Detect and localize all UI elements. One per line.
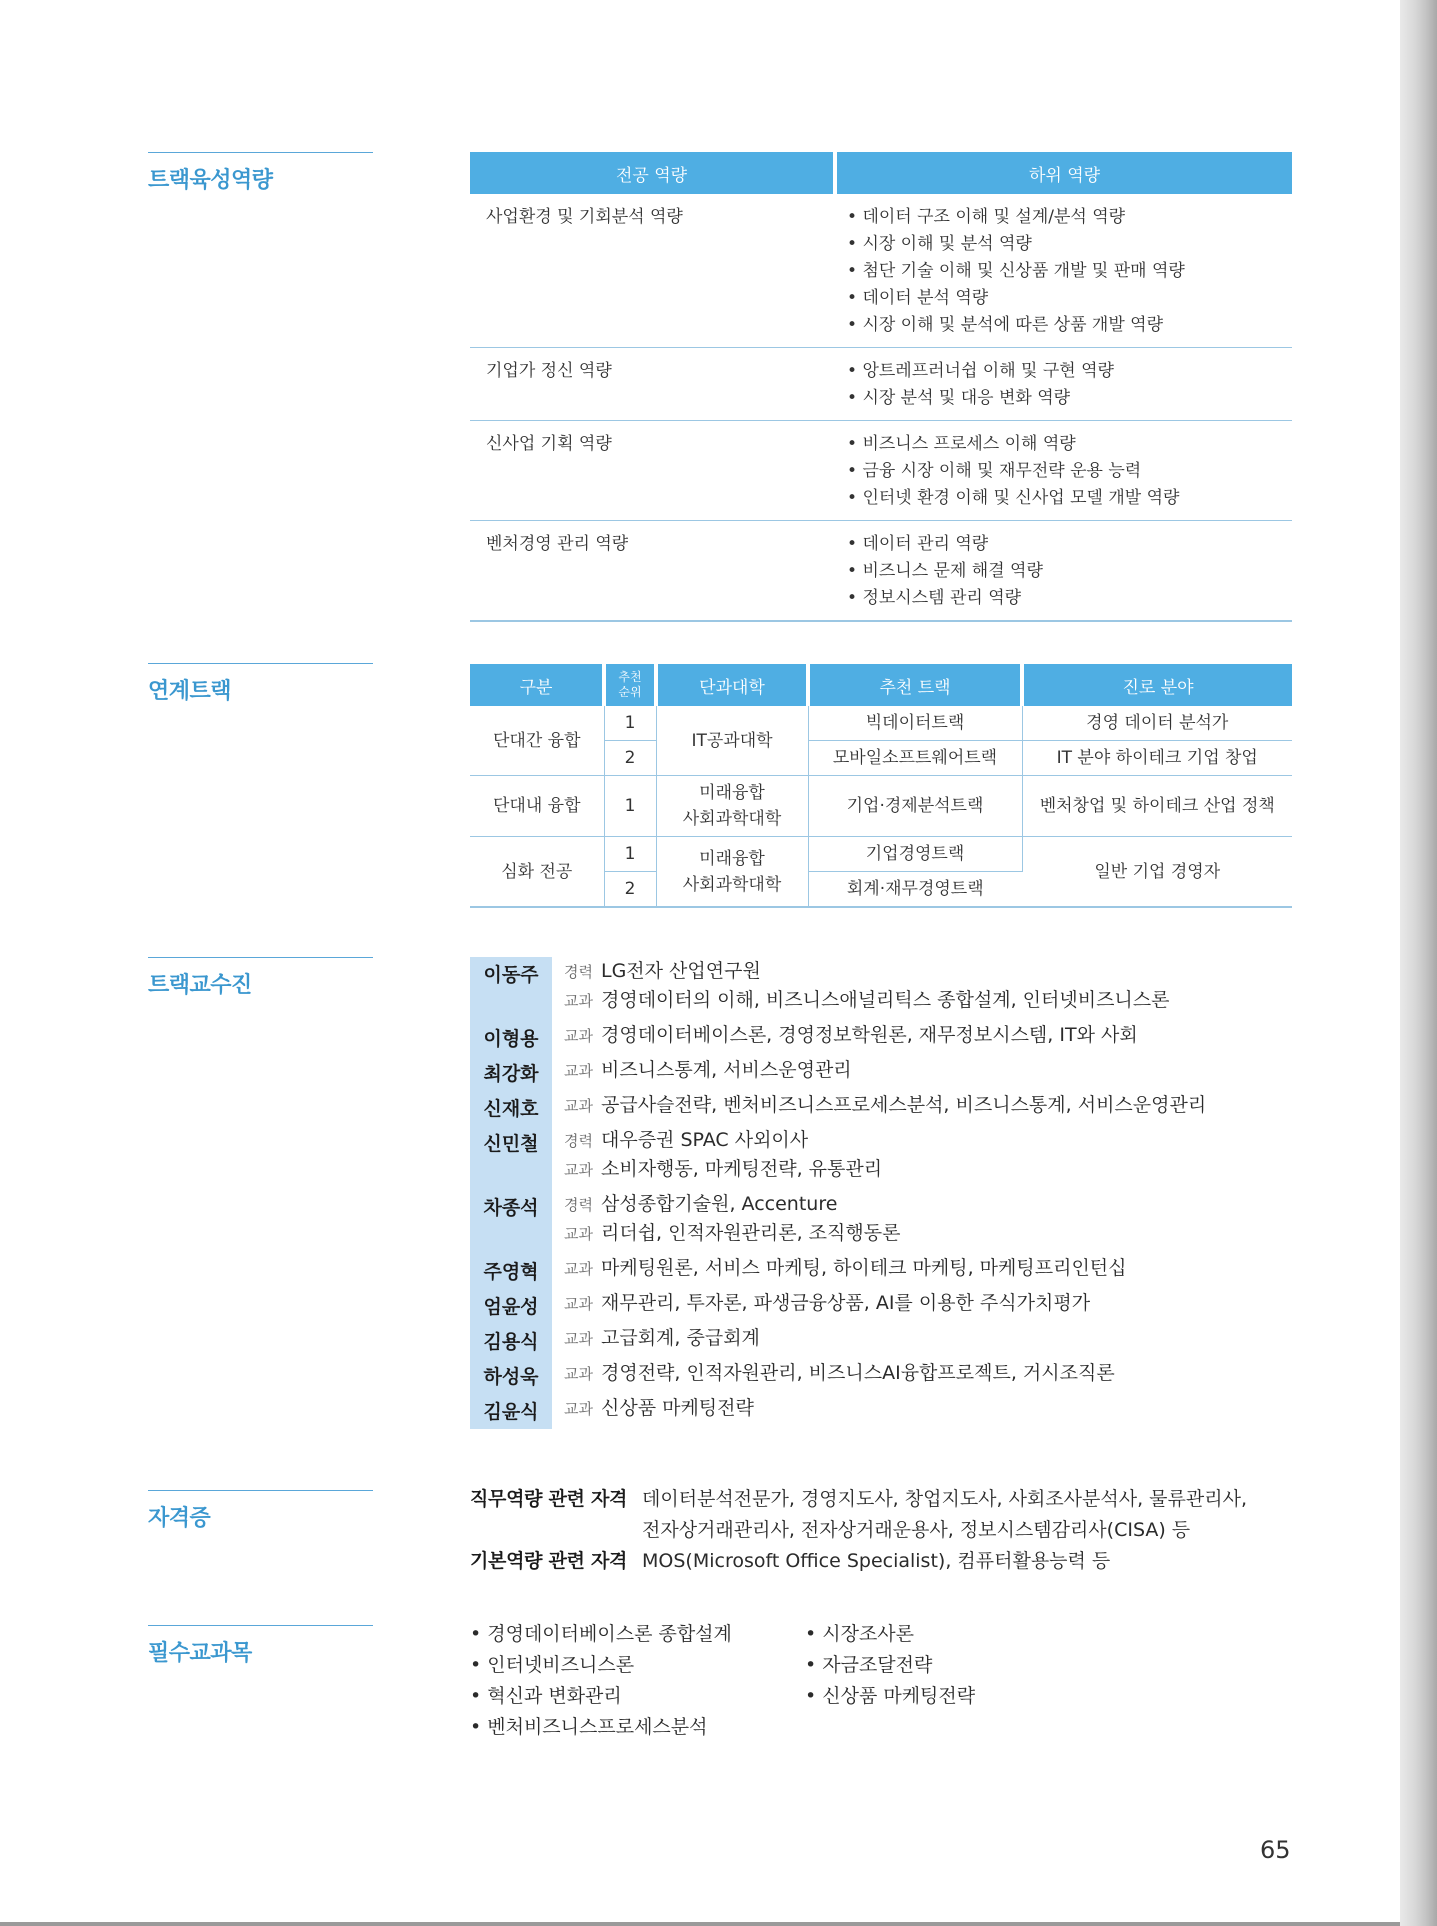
faculty-row	[470, 1056, 1300, 1091]
major-competency-cell: 벤처경영 관리 역량	[470, 521, 835, 622]
faculty-courses: 경영데이터베이스론, 경영정보학원론, 재무정보시스템, IT와 사회	[600, 1024, 1138, 1046]
faculty-courses-line	[564, 1254, 1127, 1283]
rank-cell: 2	[604, 872, 656, 908]
track-cell: 기업·경제분석트랙	[808, 776, 1022, 837]
track-cell: 기업경영트랙	[808, 837, 1022, 872]
major-competency-cell: 신사업 기획 역량	[470, 421, 835, 521]
faculty-courses-line	[564, 1289, 1090, 1318]
certificate-category: 기본역량 관련 자격	[470, 1550, 628, 1572]
sub-competency-item: • 비즈니스 문제 해결 역량	[847, 558, 1278, 585]
career-tag: 경력	[564, 963, 593, 981]
faculty-row	[470, 1126, 1300, 1190]
faculty-courses: 재무관리, 투자론, 파생금융상품, AI를 이용한 주식가치평가	[600, 1292, 1091, 1314]
faculty-career-line	[564, 1126, 882, 1155]
courses-tag: 교과	[564, 1295, 593, 1313]
section-label-required-courses: 필수교과목	[148, 1625, 373, 1667]
header-major-competency: 전공 역량	[470, 152, 835, 194]
required-course-column-left	[470, 1619, 790, 1743]
page-number: 65	[1260, 1836, 1291, 1864]
certificate-values	[642, 1484, 1247, 1546]
courses-tag: 교과	[564, 1330, 593, 1348]
certificate-category: 직무역량 관련 자격	[470, 1488, 628, 1510]
header-career: 진로 분야	[1022, 664, 1292, 706]
sub-competency-item: • 금융 시장 이해 및 재무전략 운용 능력	[847, 458, 1278, 485]
faculty-row	[470, 1359, 1300, 1394]
career-cell: 벤처창업 및 하이테크 산업 정책	[1022, 776, 1292, 837]
table-row	[470, 348, 1292, 421]
table-row	[470, 837, 1292, 872]
faculty-row	[470, 1289, 1300, 1324]
faculty-name: 주영혁	[470, 1254, 552, 1289]
sub-competency-item: • 시장 이해 및 분석 역량	[847, 231, 1278, 258]
rank-cell: 2	[604, 741, 656, 776]
faculty-row	[470, 1021, 1300, 1056]
table-row	[470, 194, 1292, 348]
faculty-name: 이동주	[470, 957, 552, 1021]
faculty-name: 엄윤성	[470, 1289, 552, 1324]
faculty-courses: 비즈니스통계, 서비스운영관리	[600, 1059, 852, 1081]
faculty-row	[470, 957, 1300, 1021]
courses-tag: 교과	[564, 1097, 593, 1115]
faculty-courses-line	[564, 1091, 1206, 1120]
sub-competency-item: • 첨단 기술 이해 및 신상품 개발 및 판매 역량	[847, 258, 1278, 285]
sub-competency-item: • 비즈니스 프로세스 이해 역량	[847, 431, 1278, 458]
faculty-details	[552, 1394, 754, 1429]
faculty-details	[552, 1021, 1138, 1056]
certificate-line: 데이터분석전문가, 경영지도사, 창업지도사, 사회조사분석사, 물류관리사,	[642, 1488, 1247, 1510]
sub-competency-item: • 정보시스템 관리 역량	[847, 585, 1278, 612]
college-cell: 미래융합 사회과학대학	[656, 837, 808, 908]
faculty-name: 하성욱	[470, 1359, 552, 1394]
certificate-row	[470, 1484, 1300, 1546]
courses-tag: 교과	[564, 1260, 593, 1278]
section-label-faculty: 트랙교수진	[148, 957, 373, 999]
sub-competency-item: • 시장 분석 및 대응 변화 역량	[847, 385, 1278, 412]
competency-table	[470, 152, 1292, 622]
category-cell: 심화 전공	[470, 837, 604, 908]
faculty-courses: 신상품 마케팅전략	[600, 1397, 754, 1419]
faculty-details	[552, 1289, 1090, 1324]
faculty-courses: 고급회계, 중급회계	[600, 1327, 760, 1349]
faculty-courses: 마케팅원론, 서비스 마케팅, 하이테크 마케팅, 마케팅프리인턴십	[600, 1257, 1127, 1279]
sub-competency-cell	[835, 421, 1292, 521]
rank-cell: 1	[604, 706, 656, 741]
certificate-row	[470, 1546, 1300, 1577]
faculty-courses: 소비자행동, 마케팅전략, 유통관리	[600, 1158, 883, 1180]
rank-cell: 1	[604, 776, 656, 837]
courses-tag: 교과	[564, 1225, 593, 1243]
faculty-details	[552, 1126, 882, 1190]
sub-competency-item: • 인터넷 환경 이해 및 신사업 모델 개발 역량	[847, 485, 1278, 512]
courses-tag: 교과	[564, 1027, 593, 1045]
faculty-details	[552, 1056, 852, 1091]
faculty-details	[552, 1190, 900, 1254]
rank-cell: 1	[604, 837, 656, 872]
faculty-courses-line	[564, 1324, 760, 1353]
sub-competency-cell	[835, 521, 1292, 622]
table-header-row	[470, 152, 1292, 194]
certificate-line: MOS(Microsoft Office Specialist), 컴퓨터활용능력 등	[642, 1550, 1111, 1572]
sub-competency-cell	[835, 348, 1292, 421]
faculty-row	[470, 1091, 1300, 1126]
faculty-name: 김용식	[470, 1324, 552, 1359]
category-cell: 단대간 융합	[470, 706, 604, 776]
courses-tag: 교과	[564, 992, 593, 1010]
section-label-linked-track: 연계트랙	[148, 663, 373, 705]
track-cell: 회계·재무경영트랙	[808, 872, 1022, 908]
header-sub-competency: 하위 역량	[835, 152, 1292, 194]
required-course-item: • 혁신과 변화관리	[470, 1681, 790, 1712]
sub-competency-item: • 시장 이해 및 분석에 따른 상품 개발 역량	[847, 312, 1278, 339]
table-row	[470, 521, 1292, 622]
faculty-courses: 리더쉽, 인적자원관리론, 조직행동론	[600, 1222, 901, 1244]
faculty-details	[552, 1359, 1115, 1394]
linked-track-table	[470, 664, 1292, 908]
faculty-details	[552, 1324, 760, 1359]
section-label-certificates: 자격증	[148, 1490, 373, 1532]
faculty-name: 신민철	[470, 1126, 552, 1190]
required-course-item: • 경영데이터베이스론 종합설계	[470, 1619, 790, 1650]
sub-competency-item: • 앙트레프러너쉽 이해 및 구현 역량	[847, 358, 1278, 385]
sub-competency-item: • 데이터 구조 이해 및 설계/분석 역량	[847, 204, 1278, 231]
faculty-courses: 경영데이터의 이해, 비즈니스애널리틱스 종합설계, 인터넷비즈니스론	[600, 989, 1170, 1011]
faculty-courses-line	[564, 1021, 1138, 1050]
faculty-courses-line	[564, 1359, 1115, 1388]
required-course-item: • 신상품 마케팅전략	[805, 1681, 1125, 1712]
faculty-name: 최강화	[470, 1056, 552, 1091]
category-cell: 단대내 융합	[470, 776, 604, 837]
faculty-row	[470, 1190, 1300, 1254]
faculty-details	[552, 1254, 1127, 1289]
courses-tag: 교과	[564, 1161, 593, 1179]
sub-competency-item: • 데이터 분석 역량	[847, 285, 1278, 312]
faculty-row	[470, 1324, 1300, 1359]
career-cell: IT 분야 하이테크 기업 창업	[1022, 741, 1292, 776]
faculty-career: LG전자 산업연구원	[600, 960, 761, 982]
faculty-courses: 공급사슬전략, 벤처비즈니스프로세스분석, 비즈니스통계, 서비스운영관리	[600, 1094, 1207, 1116]
required-course-column-right	[805, 1619, 1125, 1712]
faculty-details	[552, 1091, 1206, 1126]
required-course-item: • 인터넷비즈니스론	[470, 1650, 790, 1681]
major-competency-cell: 사업환경 및 기회분석 역량	[470, 194, 835, 348]
faculty-name: 이형용	[470, 1021, 552, 1056]
faculty-row	[470, 1394, 1300, 1429]
required-course-item: • 벤처비즈니스프로세스분석	[470, 1712, 790, 1743]
faculty-name: 김윤식	[470, 1394, 552, 1429]
table-header-row	[470, 664, 1292, 706]
faculty-courses: 경영전략, 인적자원관리, 비즈니스AI융합프로젝트, 거시조직론	[600, 1362, 1115, 1384]
header-category: 구분	[470, 664, 604, 706]
header-track: 추천 트랙	[808, 664, 1022, 706]
courses-tag: 교과	[564, 1400, 593, 1418]
track-cell: 빅데이터트랙	[808, 706, 1022, 741]
faculty-career: 삼성종합기술원, Accenture	[600, 1193, 838, 1215]
required-course-item: • 시장조사론	[805, 1619, 1125, 1650]
certificate-line: 전자상거래관리사, 전자상거래운용사, 정보시스템감리사(CISA) 등	[642, 1519, 1191, 1541]
header-rank: 추천 순위	[604, 664, 656, 706]
faculty-list	[470, 957, 1300, 1429]
college-cell: 미래융합 사회과학대학	[656, 776, 808, 837]
faculty-courses-line	[564, 1056, 852, 1085]
faculty-career-line	[564, 1190, 900, 1219]
table-row	[470, 776, 1292, 837]
required-course-item: • 자금조달전략	[805, 1650, 1125, 1681]
major-competency-cell: 기업가 정신 역량	[470, 348, 835, 421]
sub-competency-cell	[835, 194, 1292, 348]
sub-competency-item: • 데이터 관리 역량	[847, 531, 1278, 558]
track-cell: 모바일소프트웨어트랙	[808, 741, 1022, 776]
table-row	[470, 421, 1292, 521]
courses-tag: 교과	[564, 1062, 593, 1080]
faculty-row	[470, 1254, 1300, 1289]
faculty-career-line	[564, 957, 1170, 986]
page-stack-edge	[1400, 0, 1437, 1926]
section-label-competency: 트랙육성역량	[148, 152, 373, 194]
faculty-courses-line	[564, 1219, 900, 1248]
faculty-courses-line	[564, 1155, 882, 1184]
college-cell: IT공과대학	[656, 706, 808, 776]
header-college: 단과대학	[656, 664, 808, 706]
career-cell: 경영 데이터 분석가	[1022, 706, 1292, 741]
table-row	[470, 706, 1292, 741]
faculty-career: 대우증권 SPAC 사외이사	[600, 1129, 809, 1151]
career-tag: 경력	[564, 1132, 593, 1150]
career-cell: 일반 기업 경영자	[1022, 837, 1292, 908]
career-tag: 경력	[564, 1196, 593, 1214]
faculty-name: 차종석	[470, 1190, 552, 1254]
faculty-courses-line	[564, 1394, 754, 1423]
faculty-name: 신재호	[470, 1091, 552, 1126]
faculty-courses-line	[564, 986, 1170, 1015]
courses-tag: 교과	[564, 1365, 593, 1383]
faculty-details	[552, 957, 1170, 1021]
certificate-values	[642, 1546, 1110, 1577]
certificate-list	[470, 1484, 1300, 1577]
